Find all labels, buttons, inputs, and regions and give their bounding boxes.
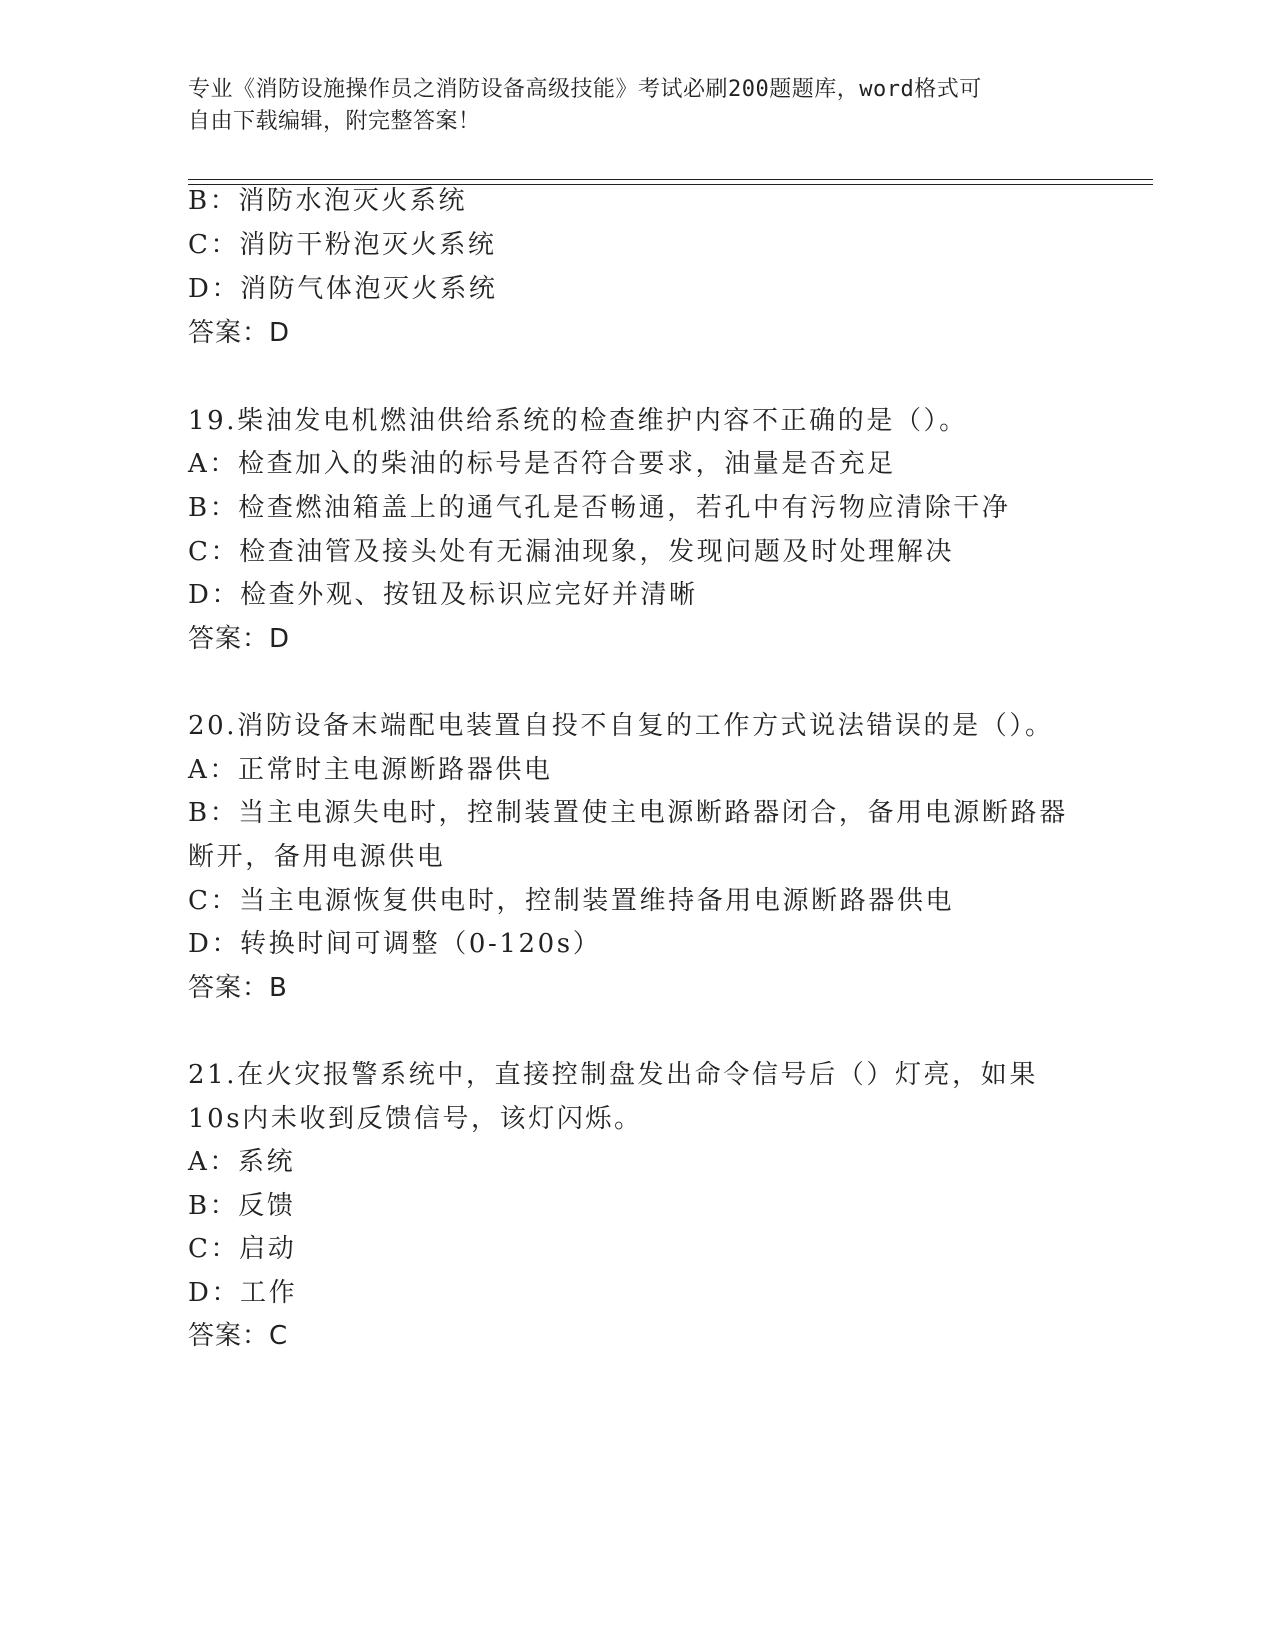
header-title-line-1: 专业《消防设施操作员之消防设备高级技能》考试必刷200题题库，word格式可 — [188, 77, 982, 102]
document-header — [188, 74, 1088, 138]
q20-question: 20.消防设备末端配电装置自投不自复的工作方式说法错误的是（）。 — [188, 711, 1054, 741]
q18-option-b: B：消防水泡灭火系统 — [188, 186, 468, 216]
q18-option-d: D：消防气体泡灭火系统 — [188, 274, 498, 304]
header-divider-top — [188, 179, 1153, 180]
q19-answer: 答案：D — [188, 624, 291, 654]
q19-option-c: C：检查油管及接头处有无漏油现象，发现问题及时处理解决 — [188, 537, 955, 567]
q19-option-a: A：检查加入的柴油的标号是否符合要求，油量是否充足 — [188, 449, 896, 479]
q19-option-d: D：检查外观、按钮及标识应完好并清晰 — [188, 580, 698, 610]
q19-question: 19.柴油发电机燃油供给系统的检查维护内容不正确的是（）。 — [188, 406, 968, 436]
header-title-line-2: 自由下载编辑，附完整答案！ — [188, 109, 481, 134]
q20-option-b-line-2: 断开，备用电源供电 — [188, 842, 446, 872]
q18-answer: 答案：D — [188, 318, 291, 348]
q19-option-b: B：检查燃油箱盖上的通气孔是否畅通，若孔中有污物应清除干净 — [188, 493, 1011, 523]
q21-question-line-2: 10s内未收到反馈信号，该灯闪烁。 — [188, 1104, 643, 1134]
q21-answer: 答案：C — [188, 1321, 289, 1351]
q21-question-line-1: 21.在火灾报警系统中，直接控制盘发出命令信号后（）灯亮，如果 — [188, 1060, 1038, 1090]
q21-option-a: A：系统 — [188, 1147, 296, 1177]
q20-option-d: D：转换时间可调整（0-120s） — [188, 929, 602, 959]
q20-option-b-line-1: B：当主电源失电时，控制装置使主电源断路器闭合，备用电源断路器 — [188, 798, 1068, 828]
q21-option-b: B：反馈 — [188, 1191, 296, 1221]
q18-option-c: C：消防干粉泡灭火系统 — [188, 230, 497, 260]
q20-answer: 答案：B — [188, 973, 288, 1003]
q20-option-c: C：当主电源恢复供电时，控制装置维持备用电源断路器供电 — [188, 886, 955, 916]
q21-option-d: D：工作 — [188, 1278, 298, 1308]
q20-option-a: A：正常时主电源断路器供电 — [188, 755, 553, 785]
q21-option-c: C：启动 — [188, 1234, 297, 1264]
